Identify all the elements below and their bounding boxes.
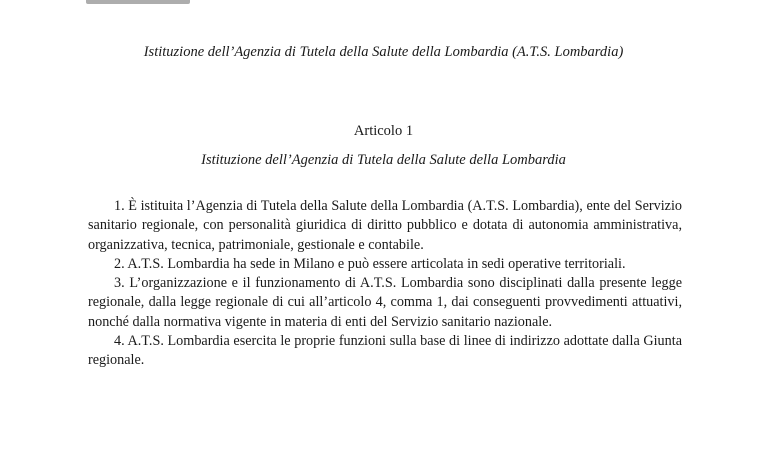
article-body <box>88 197 682 371</box>
document-title: Istituzione dell’Agenzia di Tutela della Salute della Lombardia (A.T.S. Lombardia) <box>143 44 624 60</box>
cropped-header-fragment <box>86 0 190 4</box>
paragraph-3: 3. L’organizzazione e il funzionamento di A.T.S. Lombardia sono disciplinati dalla presente legge regionale, dalla legge regionale di cui all’articolo 4, comma 1, dai conseguenti provvedimenti attuativi, nonché dalla normativa vigente in materia di enti del Servizio sanitario nazionale. <box>88 275 682 330</box>
article-heading: Articolo 1 <box>353 123 414 139</box>
paragraph-2: 2. A.T.S. Lombardia ha sede in Milano e può essere articolata in sedi operative territoriali. <box>114 255 626 272</box>
article-subtitle: Istituzione dell’Agenzia di Tutela della Salute della Lombardia <box>201 152 566 168</box>
paragraph-1: 1. È istituita l’Agenzia di Tutela della Salute della Lombardia (A.T.S. Lombardia), ente del Servizio sanitario regionale, con personalità giuridica di diritto pubblico e dotata di autonomia amministrativa, organizzativa, tecnica, patrimoniale, gestionale e contabile. <box>88 198 682 253</box>
paragraph-4: 4. A.T.S. Lombardia esercita le proprie funzioni sulla base di linee di indirizzo adottate dalla Giunta regionale. <box>88 333 682 369</box>
